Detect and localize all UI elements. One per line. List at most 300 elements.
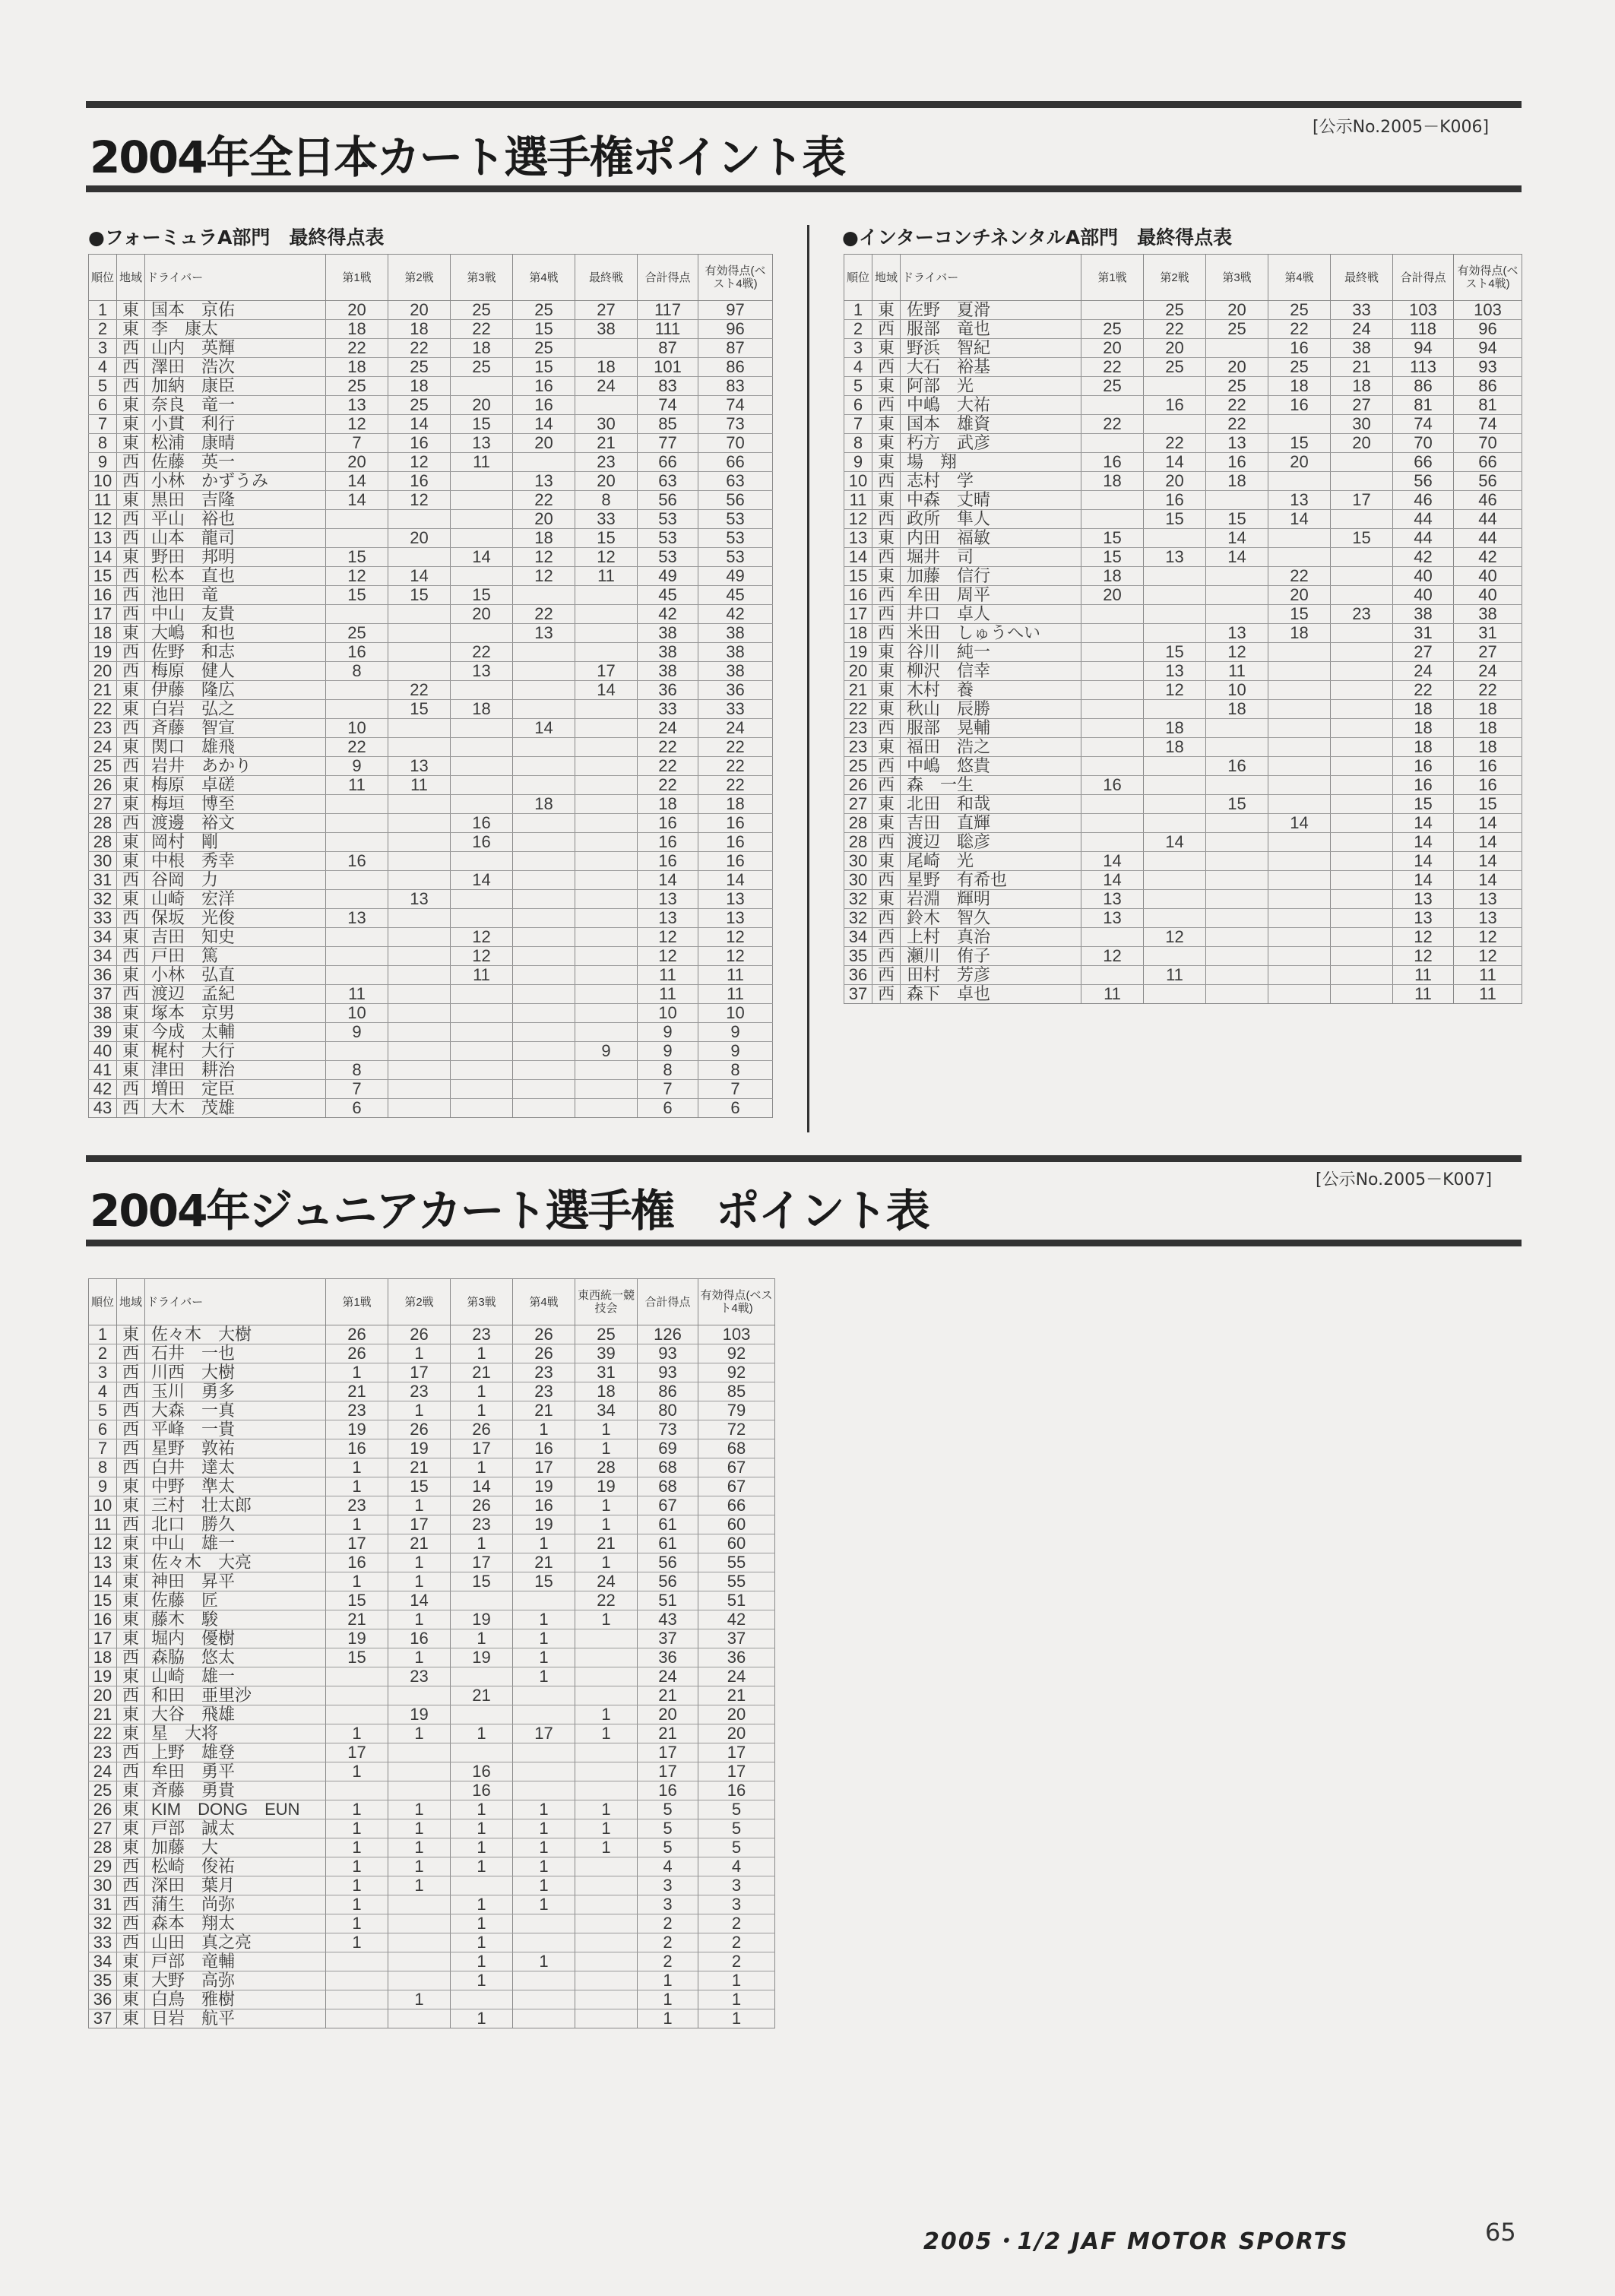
total-cell: 126 [638, 1325, 698, 1344]
final-cell: 38 [575, 320, 638, 339]
driver-cell: 大谷 飛雄 [145, 1705, 326, 1724]
total-cell: 40 [1393, 586, 1454, 605]
race1-cell: 7 [326, 1080, 388, 1099]
region-cell: 東 [872, 662, 901, 681]
region-cell: 東 [872, 529, 901, 548]
table-row [89, 491, 773, 510]
table-row [89, 681, 773, 700]
total-cell: 17 [638, 1743, 698, 1762]
race1-cell [1081, 928, 1144, 947]
race3-cell: 10 [1206, 681, 1268, 700]
race1-cell: 20 [1081, 586, 1144, 605]
race3-cell [451, 529, 513, 548]
rank-cell: 32 [89, 890, 117, 909]
rank-cell: 6 [89, 396, 117, 415]
race1-cell [1081, 681, 1144, 700]
race4-cell: 16 [513, 1439, 575, 1458]
race4-cell: 16 [1268, 339, 1331, 358]
total-cell: 14 [1393, 814, 1454, 833]
race3-cell: 19 [451, 1648, 513, 1667]
race1-cell: 16 [326, 643, 388, 662]
final-cell: 20 [1331, 434, 1393, 453]
race3-cell: 1 [451, 1458, 513, 1477]
race4-cell [513, 453, 575, 472]
race3-cell: 20 [1206, 301, 1268, 320]
region-cell: 東 [117, 1990, 145, 2009]
table-row [89, 624, 773, 643]
race3-cell: 22 [1206, 415, 1268, 434]
region-cell: 西 [872, 985, 901, 1004]
race4-cell [1268, 757, 1331, 776]
race2-cell: 22 [1144, 320, 1206, 339]
effective-cell: 40 [1454, 586, 1522, 605]
effective-cell: 16 [698, 833, 773, 852]
total-cell: 9 [638, 1023, 698, 1042]
race3-cell [451, 1591, 513, 1610]
driver-cell: 星野 敦祐 [145, 1439, 326, 1458]
race4-cell [513, 1061, 575, 1080]
table-row [89, 1876, 775, 1895]
region-cell: 東 [117, 681, 145, 700]
effective-cell: 20 [698, 1724, 775, 1743]
effective-cell: 53 [698, 548, 773, 567]
race3-cell: 14 [451, 548, 513, 567]
final-cell: 1 [575, 1515, 638, 1534]
race3-cell [451, 472, 513, 491]
race4-cell: 13 [513, 624, 575, 643]
region-cell: 西 [872, 624, 901, 643]
intercontinental-a-table-header [844, 255, 1522, 301]
race1-cell: 13 [1081, 890, 1144, 909]
column-header: 順位 [89, 1279, 117, 1325]
driver-cell: 佐野 和志 [145, 643, 326, 662]
driver-cell: 場 翔 [901, 453, 1081, 472]
final-cell [575, 1743, 638, 1762]
race3-cell [451, 1023, 513, 1042]
race2-cell [388, 814, 451, 833]
final-cell [575, 1667, 638, 1686]
race4-cell: 25 [513, 301, 575, 320]
driver-cell: 三村 壮太郎 [145, 1496, 326, 1515]
total-cell: 24 [638, 1667, 698, 1686]
race2-cell: 19 [388, 1705, 451, 1724]
race3-cell: 16 [451, 1762, 513, 1781]
driver-cell: 森下 卓也 [901, 985, 1081, 1004]
region-cell: 西 [117, 1895, 145, 1914]
table-row [89, 1061, 773, 1080]
race2-cell [388, 1004, 451, 1023]
rank-cell: 9 [844, 453, 872, 472]
driver-cell: 中根 秀幸 [145, 852, 326, 871]
race3-cell [451, 624, 513, 643]
race3-cell [1206, 871, 1268, 890]
race2-cell [388, 1686, 451, 1705]
final-cell [575, 795, 638, 814]
race1-cell [1081, 301, 1144, 320]
effective-cell: 38 [1454, 605, 1522, 624]
effective-cell: 13 [698, 890, 773, 909]
region-cell: 東 [117, 1705, 145, 1724]
race4-cell: 1 [513, 1952, 575, 1971]
driver-cell: 大石 裕基 [901, 358, 1081, 377]
race2-cell: 13 [1144, 662, 1206, 681]
rank-cell: 1 [89, 301, 117, 320]
driver-cell: 松浦 康晴 [145, 434, 326, 453]
race4-cell [513, 1743, 575, 1762]
final-cell: 17 [575, 662, 638, 681]
race1-cell [326, 605, 388, 624]
driver-cell: 伊藤 隆広 [145, 681, 326, 700]
total-cell: 6 [638, 1099, 698, 1118]
effective-cell: 14 [1454, 814, 1522, 833]
race3-cell: 13 [1206, 434, 1268, 453]
race1-cell [326, 700, 388, 719]
final-cell: 22 [575, 1591, 638, 1610]
effective-cell: 1 [698, 2009, 775, 2028]
total-cell: 53 [638, 548, 698, 567]
race3-cell [1206, 985, 1268, 1004]
race1-cell: 25 [326, 377, 388, 396]
race3-cell: 11 [1206, 662, 1268, 681]
race3-cell: 13 [451, 662, 513, 681]
driver-cell: 佐藤 匠 [145, 1591, 326, 1610]
table-row [89, 871, 773, 890]
total-cell: 11 [638, 966, 698, 985]
driver-cell: 野浜 智紀 [901, 339, 1081, 358]
total-cell: 44 [1393, 529, 1454, 548]
final-cell: 17 [1331, 491, 1393, 510]
final-cell [1331, 719, 1393, 738]
final-cell [1331, 586, 1393, 605]
race2-cell: 1 [388, 1572, 451, 1591]
final-cell [575, 871, 638, 890]
driver-cell: 阿部 光 [901, 377, 1081, 396]
race2-cell [388, 871, 451, 890]
race2-cell: 25 [388, 358, 451, 377]
rank-cell: 16 [89, 586, 117, 605]
race3-cell [1206, 833, 1268, 852]
race4-cell [1268, 928, 1331, 947]
final-cell [575, 738, 638, 757]
section1-bottom-rule [86, 185, 1522, 192]
race4-cell: 25 [513, 339, 575, 358]
race3-cell: 26 [451, 1420, 513, 1439]
rank-cell: 23 [844, 738, 872, 757]
final-cell [575, 1061, 638, 1080]
total-cell: 86 [638, 1382, 698, 1401]
region-cell: 西 [117, 947, 145, 966]
total-cell: 1 [638, 1971, 698, 1990]
effective-cell: 74 [698, 396, 773, 415]
race2-cell: 1 [388, 1648, 451, 1667]
section1-top-rule [86, 101, 1522, 108]
race4-cell: 16 [513, 377, 575, 396]
region-cell: 西 [872, 947, 901, 966]
final-cell [575, 1648, 638, 1667]
region-cell: 西 [872, 548, 901, 567]
table-row [89, 1629, 775, 1648]
race2-cell: 18 [1144, 738, 1206, 757]
race4-cell [513, 909, 575, 928]
region-cell: 東 [872, 567, 901, 586]
final-cell [1331, 871, 1393, 890]
rank-cell: 10 [844, 472, 872, 491]
final-cell [575, 947, 638, 966]
race2-cell: 19 [388, 1439, 451, 1458]
region-cell: 西 [117, 1080, 145, 1099]
rank-cell: 10 [89, 472, 117, 491]
table-row [89, 1971, 775, 1990]
race3-cell: 1 [451, 1344, 513, 1363]
rank-cell: 4 [89, 358, 117, 377]
final-cell: 1 [575, 1724, 638, 1743]
driver-cell: 斉藤 智宣 [145, 719, 326, 738]
total-cell: 67 [638, 1496, 698, 1515]
total-cell: 18 [1393, 738, 1454, 757]
table-row [89, 529, 773, 548]
race4-cell [513, 947, 575, 966]
total-cell: 14 [1393, 833, 1454, 852]
driver-cell: 中山 雄一 [145, 1534, 326, 1553]
column-header: 地域 [872, 255, 901, 301]
rank-cell: 14 [844, 548, 872, 567]
race1-cell [1081, 966, 1144, 985]
race1-cell: 17 [326, 1534, 388, 1553]
region-cell: 西 [117, 586, 145, 605]
section1-notice: [公示No.2005－K006] [1313, 118, 1490, 137]
race3-cell: 1 [451, 1724, 513, 1743]
rank-cell: 24 [89, 1762, 117, 1781]
race4-cell [513, 586, 575, 605]
rank-cell: 8 [844, 434, 872, 453]
race4-cell: 20 [1268, 586, 1331, 605]
driver-cell: 佐野 夏滑 [901, 301, 1081, 320]
effective-cell: 12 [698, 928, 773, 947]
column-header: 最終戦 [575, 255, 638, 301]
total-cell: 37 [638, 1629, 698, 1648]
race1-cell: 11 [1081, 985, 1144, 1004]
rank-cell: 5 [89, 377, 117, 396]
final-cell [575, 1023, 638, 1042]
table-row [89, 1857, 775, 1876]
rank-cell: 25 [89, 757, 117, 776]
effective-cell: 1 [698, 1990, 775, 2009]
effective-cell: 38 [698, 662, 773, 681]
race4-cell: 18 [1268, 377, 1331, 396]
driver-cell: 松崎 俊祐 [145, 1857, 326, 1876]
race2-cell: 20 [1144, 472, 1206, 491]
total-cell: 13 [1393, 890, 1454, 909]
rank-cell: 32 [89, 1914, 117, 1933]
rank-cell: 41 [89, 1061, 117, 1080]
total-cell: 38 [1393, 605, 1454, 624]
race1-cell: 1 [326, 1819, 388, 1838]
table-header-row [89, 255, 773, 301]
region-cell: 西 [117, 1458, 145, 1477]
race1-cell: 15 [326, 586, 388, 605]
race1-cell: 8 [326, 1061, 388, 1080]
driver-cell: 戸田 篤 [145, 947, 326, 966]
rank-cell: 43 [89, 1099, 117, 1118]
effective-cell: 79 [698, 1401, 775, 1420]
race2-cell: 21 [388, 1458, 451, 1477]
race3-cell [451, 1743, 513, 1762]
table-row [844, 966, 1522, 985]
race1-cell [326, 1971, 388, 1990]
total-cell: 3 [638, 1895, 698, 1914]
race4-cell: 1 [513, 1667, 575, 1686]
section2-notice: [公示No.2005－K007] [1316, 1170, 1493, 1189]
total-cell: 46 [1393, 491, 1454, 510]
table-row [89, 1534, 775, 1553]
race4-cell: 19 [513, 1515, 575, 1534]
final-cell [575, 719, 638, 738]
effective-cell: 18 [1454, 700, 1522, 719]
total-cell: 86 [1393, 377, 1454, 396]
final-cell: 11 [575, 567, 638, 586]
total-cell: 68 [638, 1458, 698, 1477]
race2-cell: 16 [388, 1629, 451, 1648]
region-cell: 西 [117, 1515, 145, 1534]
column-header: ドライバー [145, 1279, 326, 1325]
table-row [89, 1420, 775, 1439]
rank-cell: 27 [89, 1819, 117, 1838]
final-cell [575, 1914, 638, 1933]
race2-cell: 1 [388, 1496, 451, 1515]
race3-cell [451, 681, 513, 700]
rank-cell: 19 [89, 643, 117, 662]
race3-cell: 11 [451, 453, 513, 472]
final-cell [1331, 567, 1393, 586]
race2-cell [388, 510, 451, 529]
race4-cell [513, 871, 575, 890]
race1-cell: 16 [326, 1439, 388, 1458]
race3-cell: 18 [451, 700, 513, 719]
rank-cell: 17 [89, 1629, 117, 1648]
race2-cell: 14 [1144, 453, 1206, 472]
total-cell: 17 [638, 1762, 698, 1781]
race3-cell: 1 [451, 1971, 513, 1990]
race2-cell [388, 909, 451, 928]
column-header: 第3戦 [451, 1279, 513, 1325]
race1-cell: 18 [1081, 567, 1144, 586]
table-row [844, 738, 1522, 757]
race4-cell: 15 [1268, 605, 1331, 624]
effective-cell: 49 [698, 567, 773, 586]
race2-cell: 12 [388, 491, 451, 510]
race3-cell: 1 [451, 1629, 513, 1648]
effective-cell: 73 [698, 415, 773, 434]
driver-cell: 渡辺 孟紀 [145, 985, 326, 1004]
total-cell: 38 [638, 643, 698, 662]
table-row [89, 1344, 775, 1363]
race4-cell: 21 [513, 1401, 575, 1420]
column-header: ドライバー [145, 255, 326, 301]
table-row [89, 377, 773, 396]
total-cell: 66 [638, 453, 698, 472]
total-cell: 16 [1393, 757, 1454, 776]
driver-cell: 堀井 司 [901, 548, 1081, 567]
footer-brand: 2005・1/2 JAF MOTOR SPORTS [923, 2228, 1349, 2255]
final-cell [575, 1952, 638, 1971]
effective-cell: 42 [698, 1610, 775, 1629]
final-cell [1331, 662, 1393, 681]
rank-cell: 31 [89, 1895, 117, 1914]
rank-cell: 11 [844, 491, 872, 510]
race2-cell: 15 [1144, 643, 1206, 662]
region-cell: 東 [117, 320, 145, 339]
race1-cell [1081, 396, 1144, 415]
race1-cell: 25 [1081, 377, 1144, 396]
region-cell: 東 [117, 1838, 145, 1857]
driver-cell: 黒田 吉隆 [145, 491, 326, 510]
rank-cell: 20 [89, 662, 117, 681]
effective-cell: 18 [1454, 719, 1522, 738]
region-cell: 西 [117, 1420, 145, 1439]
rank-cell: 14 [89, 548, 117, 567]
driver-cell: 和田 亜里沙 [145, 1686, 326, 1705]
driver-cell: 北口 勝久 [145, 1515, 326, 1534]
race4-cell: 20 [513, 434, 575, 453]
final-cell [1331, 681, 1393, 700]
effective-cell: 51 [698, 1591, 775, 1610]
effective-cell: 70 [698, 434, 773, 453]
rank-cell: 22 [89, 1724, 117, 1743]
race3-cell: 16 [1206, 453, 1268, 472]
race3-cell: 20 [451, 605, 513, 624]
race1-cell: 13 [326, 396, 388, 415]
effective-cell: 9 [698, 1042, 773, 1061]
table-row [89, 1099, 773, 1118]
race2-cell [1144, 624, 1206, 643]
table-row [89, 1800, 775, 1819]
race3-cell: 22 [451, 643, 513, 662]
race3-cell: 25 [1206, 320, 1268, 339]
race4-cell [513, 814, 575, 833]
table-row [844, 757, 1522, 776]
total-cell: 45 [638, 586, 698, 605]
rank-cell: 20 [89, 1686, 117, 1705]
total-cell: 16 [638, 852, 698, 871]
effective-cell: 37 [698, 1629, 775, 1648]
race1-cell: 15 [1081, 548, 1144, 567]
race4-cell [513, 1971, 575, 1990]
race1-cell [1081, 795, 1144, 814]
final-cell: 15 [575, 529, 638, 548]
rank-cell: 14 [89, 1572, 117, 1591]
race3-cell [451, 719, 513, 738]
region-cell: 西 [117, 909, 145, 928]
race4-cell [1268, 681, 1331, 700]
table-row [89, 1781, 775, 1800]
driver-cell: 秋山 辰勝 [901, 700, 1081, 719]
table-row [89, 1553, 775, 1572]
effective-cell: 16 [698, 814, 773, 833]
race1-cell: 14 [326, 491, 388, 510]
driver-cell: 神田 昇平 [145, 1572, 326, 1591]
total-cell: 40 [1393, 567, 1454, 586]
region-cell: 東 [117, 1553, 145, 1572]
table-row [844, 472, 1522, 491]
rank-cell: 33 [89, 909, 117, 928]
region-cell: 西 [117, 339, 145, 358]
race4-cell: 15 [513, 320, 575, 339]
table-row [89, 1952, 775, 1971]
final-cell: 1 [575, 1610, 638, 1629]
effective-cell: 66 [698, 453, 773, 472]
race4-cell: 22 [513, 491, 575, 510]
race2-cell [1144, 947, 1206, 966]
